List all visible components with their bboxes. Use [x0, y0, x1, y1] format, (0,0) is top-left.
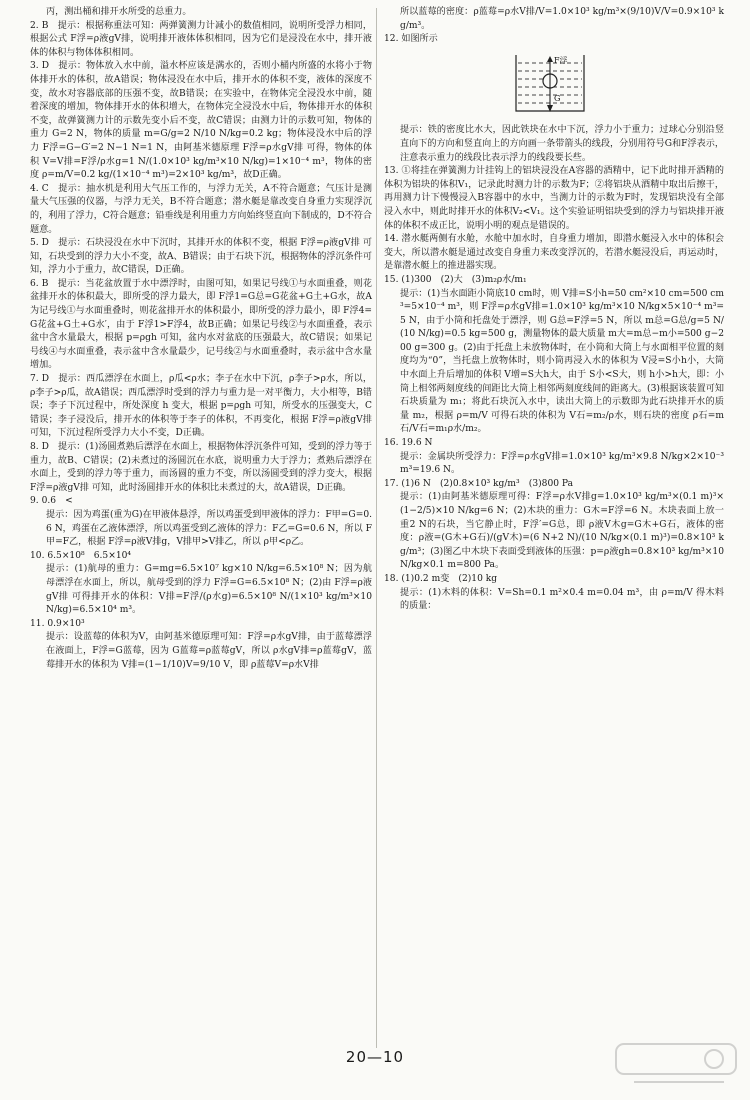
answer-paragraph: 4. C 提示：抽水机是利用大气压工作的，与浮力无关，A不符合题意；气压计是测量大气压强的仪器，与浮力无关，B不符合题意；潜水艇是靠改变自身重力实现浮沉的，利用了浮力，C符合题意；铅垂线是利用重力方向始终竖直向下制成的，D不符合题意。 — [30, 183, 372, 235]
answer-paragraph: 8. D 提示：(1)汤圆煮熟后漂浮在水面上，根据物体浮沉条件可知，受到的浮力等于重力，故B、C错误；(2)未煮过的汤圆沉在水底，说明重力大于浮力；煮熟后漂浮在水面上，受到的浮力等于重力，而汤圆的重力不变，所以汤圆受到的浮力变大，根据 F浮=ρ液gV排 可知，此时汤圆排开水的体积比未煮过的大，故A错误，D正确。 — [30, 442, 372, 493]
answer-paragraph: 6. B 提示：当花盆放置于水中漂浮时，由图可知，如果记号线①与水面重叠，则花盆排开水的体积最大，即所受的浮力最大，即 F浮1=G总=G花盆+G土+G水，故A为记号线①与水面重叠时，则花盆排开水的体积最小，即所受的浮力最小，即 F浮4=G花盆+G土+G水′，由于 F浮1>F浮4，故B正确；如果记号线②与水面重叠，表示盆中含水量最大，根据 p=ρgh 可知，盆内水对盆底的压强最大，故C错误；如果记号线④与水面重叠，表示盆中含水量最少，记号线②与水面重叠时，表示盆中含水量增加。 — [30, 278, 372, 371]
answer-paragraph: 5. D 提示：石块浸没在水中下沉时，其排开水的体积不变，根据 F浮=ρ液gV排 可知，石块受到的浮力大小不变，故A、B错误；由于石块下沉，根据物体的浮沉条件可知，浮力小于重力，故C错误，D正确。 — [30, 238, 372, 276]
answer-paragraph: 9. 0.6 < — [30, 496, 73, 507]
answer-paragraph: 10. 6.5×10⁸ 6.5×10⁴ — [30, 550, 132, 561]
answer-paragraph: 提示：铁的密度比水大，因此铁块在水中下沉，浮力小于重力；过球心分别沿竖直向下的方向和竖直向上的方向画一条带箭头的线段，分别用符号G和F浮表示，注意表示重力的线段比表示浮力的线段要长些。 — [400, 125, 724, 163]
page-number: 20—10 — [345, 1048, 405, 1066]
left-column — [30, 6, 372, 672]
column-divider — [376, 8, 377, 1048]
answer-paragraph: 提示：(1)当水面距小筒底10 cm时，则 V排=S小h=50 cm²×10 cm=500 cm³=5×10⁻⁴ m³，则 F浮=ρ水gV排=1.0×10³ kg/m³×10 N/kg×5×10⁻⁴ m³=5 N，由于小筒和托盘处于漂浮，则 G总=F浮=5 N，所以 m总=G总/g=5 N/(10 N/kg)=0.5 kg=500 g，测量物体的最大质量 m大=m总−m小=500 g−200 g=300 g。(2)由于托盘上未放物体时，在小筒和大筒上与水面相平位置的刻度均为“0”，当托盘上放物体时，则小筒再浸入水的体积为 V浸=S小h小，大筒中水面上升后增加的体积 V增=S大h大，由于 S小<S大，则 h小>h大，即：小筒上相邻两刻度线的间距比大筒上相邻两刻度线间的距离大。(3)根据该装置可知石块质量为 m₁；将此石块沉入水中，读出大筒上的示数即为此石块排开水的质量 m₂，根据 ρ=m/V 可得石块的体积为 V石=m₂/ρ水，则石块的密度 ρ石=m石/V石=m₁ρ水/m₂。 — [400, 288, 724, 435]
answer-paragraph: 所以蓝莓的密度：ρ蓝莓=ρ水V排/V=1.0×10³ kg/m³×(9/10)V/V=0.9×10³ kg/m³。 — [400, 7, 724, 31]
buoyancy-force-diagram — [508, 51, 592, 115]
answer-paragraph: 11. 0.9×10³ — [30, 618, 85, 629]
answer-paragraph: 16. 19.6 N — [384, 438, 433, 449]
answer-paragraph: 3. D 提示：物体放入水中前，溢水杯应该是满水的，否则小桶内所盛的水将小于物体排开水的体积，故A错误；物体浸没在水中后，排开水的体积不变，液体的深度不变，故水对容器底部的压强不变，故B错误；在实验中，在物体完全浸没水中前，随着深度的增加，物体排开水的体积增大，在物体完全浸没水中后，物体排开水的体积不变，故弹簧测力计的示数先变小后不变，故C错误；由测力计的示数可知，物体的重力 G=2 N，物体的质量 m=G/g=2 N/10 N/kg=0.2 kg；物体浸没水中后的浮力 F浮=G−G′=2 N−1 N=1 N，由阿基米德原理 F浮=ρ水gV排 可得，物体的体积 V=V排=F浮/ρ水g=1 N/(1.0×10³ kg/m³×10 N/kg)=1×10⁻⁴ m³，物体的密度 ρ=m/V=0.2 kg/(1×10⁻⁴ m³)=2×10³ kg/m³，故D正确。 — [30, 61, 372, 181]
answer-paragraph: 14. 潜水艇两侧有水舱，水舱中加水时，自身重力增加，即潜水艇浸入水中的体积会变大，所以潜水艇是通过改变自身重力来改变浮沉的，若潜水艇浸没后，再运动时，是靠潜水艇上的推进器实现。 — [384, 234, 724, 272]
answer-paragraph: 7. D 提示：西瓜漂浮在水面上，ρ瓜<ρ水；李子在水中下沉，ρ李子>ρ水，所以，ρ李子>ρ瓜，故A错误；西瓜漂浮时受到的浮力与重力是一对平衡力，大小相等，B错误；李子下沉过程中，所处深度 h 变大，根据 p=ρgh 可知，所受水的压强变大，C错误；李子浸没后，排开水的体积等于李子的体积，不再变化，根据 F浮=ρ液gV排 可知，下沉过程所受浮力大小不变，D正确。 — [30, 374, 372, 439]
answer-paragraph: 2. B 提示：根据称重法可知：两弹簧测力计减小的数值相同，说明所受浮力相同，根据公式 F浮=ρ液gV排，说明排开液体体积相同，因为它们是浸没在水中，排开液体的体积与物体体积相同。 — [30, 20, 372, 58]
buoyancy-arrow-head — [547, 56, 553, 62]
answer-paragraph: 提示：(1)由阿基米德原理可得：F浮=ρ水V排g=1.0×10³ kg/m³×(0.1 m)³×(1−2/5)×10 N/kg=6 N；(2)木块的重力：G木=F浮=6 N。木块表面上放一重2 N的石块，当它静止时，F浮′=G总，即 ρ液V木g=G木+G石，液体的密度：ρ液=(G木+G石)/(gV木)=(6 N+2 N)/(10 N/kg×(0.1 m)³)=0.8×10³ kg/m³；(3)图乙中木块下表面受到液体的压强：p=ρ液gh=0.8×10³ kg/m³×10 N/kg×0.1 m=800 Pa。 — [400, 492, 724, 571]
answer-paragraph: 提示：金属块所受浮力：F浮=ρ水gV排=1.0×10³ kg/m³×9.8 N/kg×2×10⁻³ m³=19.6 N。 — [400, 451, 724, 476]
answer-paragraph: 提示：(1)木料的体积：V=Sh=0.1 m²×0.4 m=0.04 m³，由 ρ=m/V 得木料的质量： — [400, 587, 724, 612]
answer-paragraph: 提示：因为鸡蛋(重为G)在甲液体悬浮，所以鸡蛋受到甲液体的浮力：F甲=G=0.6 N，鸡蛋在乙液体漂浮，所以鸡蛋受到乙液体的浮力：F乙=G=0.6 N，所以 F甲=F乙，根据 F浮=ρ液V排g，V排甲>V排乙，所以 ρ甲<ρ乙。 — [46, 509, 372, 548]
answer-paragraph: 18. (1)0.2 m变 (2)10 kg — [384, 573, 498, 584]
gravity-label: G — [554, 93, 561, 103]
answer-paragraph: 提示：设蓝莓的体积为V，由阿基米德原理可知：F浮=ρ水gV排，由于蓝莓漂浮在液面上，F浮=G蓝莓，因为 G蓝莓=ρ蓝莓gV，所以 ρ水gV排=ρ蓝莓gV，蓝莓排开水的体积为 V排=(1−1/10)V=9/10 V，即 ρ蓝莓V=ρ水V排 — [46, 632, 372, 670]
answer-paragraph: 15. (1)300 (2)大 (3)m₂ρ水/m₁ — [384, 274, 527, 285]
answer-paragraph: 提示：(1)航母的重力：G=mg=6.5×10⁷ kg×10 N/kg=6.5×10⁸ N；因为航母漂浮在水面上，所以，航母受到的浮力 F浮=G=6.5×10⁸ N；(2)由 F浮=ρ液gV排 可得排开水的体积：V排=F浮/(ρ水g)=6.5×10⁸ N/(1×10³ kg/m³×10 N/kg)=6.5×10⁴ m³。 — [46, 564, 372, 616]
answer-paragraph: 17. (1)6 N (2)0.8×10³ kg/m³ (3)800 Pa — [384, 478, 574, 489]
answer-paragraph: 丙，测出桶和排开水所受的总重力。 — [46, 7, 192, 17]
answer-paragraph: 12. 如图所示 — [384, 34, 438, 45]
answer-paragraph: 13. ①将挂在弹簧测力计挂钩上的铝块浸没在A容器的酒精中，记下此时排开酒精的体积为铝块的体积V₁，记录此时测力计的示数为F；②将铝块从酒精中取出后擦干，再用测力计下慢慢浸入B容器中的水中，当测力计的示数为F时，发现铝块没有全部浸入水中，则此时排开水的体积V₂<V₁。这个实验证明铝块受到的浮力与铝块排开液体的体积不成正比，说明小明的观点是错误的。 — [384, 166, 724, 231]
right-column — [384, 6, 724, 614]
watermark-logo — [614, 1040, 738, 1094]
buoyancy-label: F浮 — [554, 55, 568, 65]
